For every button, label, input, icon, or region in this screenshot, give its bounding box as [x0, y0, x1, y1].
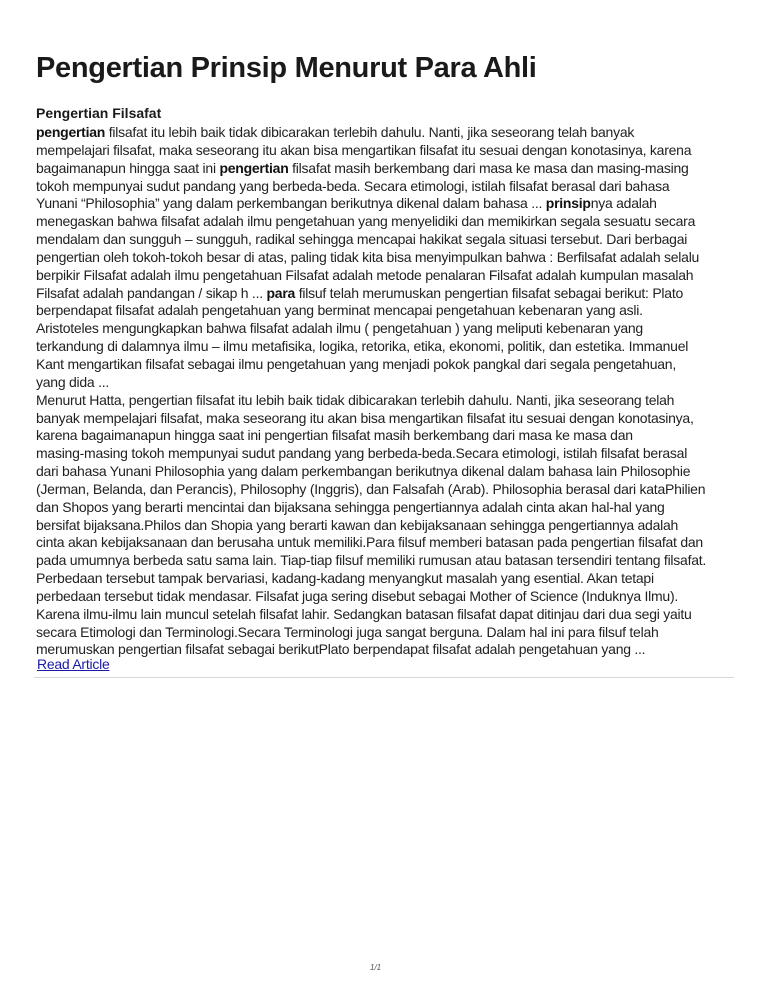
- text-segment: Filsafat adalah pandangan / sikap h ...: [36, 284, 267, 301]
- text-line: [36, 338, 706, 356]
- page-title: Pengertian Prinsip Menurut Para Ahli: [36, 52, 537, 84]
- text-segment: berpikir Filsafat adalah ilmu pengetahuan Filsafat adalah metode penalaran Filsafat adalah kumpulan masalah: [36, 266, 694, 283]
- text-line: [36, 624, 706, 642]
- text-line: [36, 570, 706, 588]
- text-line: [36, 249, 706, 267]
- highlighted-keyword: para: [266, 284, 296, 301]
- text-segment: perbedaan tersebut tidak mendasar. Filsafat juga sering disebut sebagai Mother of Science (Induknya Ilmu).: [36, 587, 678, 604]
- text-segment: Yunani “Philosophia” yang dalam perkembangan berikutnya dikenal dalam bahasa ...: [36, 195, 546, 212]
- text-segment: masing-masing tokoh mempunyai sudut pandang yang berbeda-beda.Secara etimologi, istilah filsafat berasal: [36, 445, 688, 462]
- text-segment: tokoh mempunyai sudut pandang yang berbeda-beda. Secara etimologi, istilah filsafat berasal dari bahasa: [36, 177, 670, 194]
- text-segment: dan Shopos yang berarti mencintai dan bijaksana sehingga pengertiannya adalah cinta akan hal-hal yang: [36, 498, 665, 515]
- text-segment: Karena ilmu-ilmu lain muncul setelah filsafat lahir. Sedangkan batasan filsafat dapat ditinjau dari dua segi yaitu: [36, 605, 692, 622]
- text-segment: nya adalah: [590, 195, 657, 212]
- text-segment: filsuf telah merumuskan pengertian filsafat sebagai berikut: Plato: [295, 284, 683, 301]
- text-line: [36, 427, 706, 445]
- text-segment: menegaskan bahwa filsafat adalah ilmu pengetahuan yang menyelidiki dan memikirkan segala sesuatu secara: [36, 213, 696, 230]
- text-line: [36, 124, 706, 142]
- text-segment: Menurut Hatta, pengertian filsafat itu lebih baik tidak dibicarakan terlebih dahulu. Nanti, jika seseorang telah: [36, 391, 675, 408]
- text-line: [36, 142, 706, 160]
- text-line: [36, 302, 706, 320]
- text-line: [36, 320, 706, 338]
- highlighted-keyword: prinsip: [545, 195, 591, 212]
- text-line: [36, 410, 706, 428]
- text-segment: berpendapat filsafat adalah pengetahuan yang berminat mencapai pengetahuan kebenaran yang asli.: [36, 302, 643, 319]
- text-line: [36, 160, 706, 178]
- text-line: [36, 195, 706, 213]
- text-line: [36, 213, 706, 231]
- text-line: [36, 641, 706, 659]
- text-segment: pada umumnya berbeda satu sama lain. Tiap-tiap filsuf memiliki rumusan atau batasan tersendiri tentang filsafat.: [36, 552, 707, 569]
- text-line: [36, 606, 706, 624]
- text-line: [36, 588, 706, 606]
- text-line: [36, 392, 706, 410]
- section-heading: Pengertian Filsafat: [36, 105, 162, 121]
- text-segment: (Jerman, Belanda, dan Perancis), Philosophy (Inggris), dan Falsafah (Arab). Philosophia berasal dari kataPhilien: [36, 480, 706, 497]
- text-segment: Aristoteles mengungkapkan bahwa filsafat adalah ilmu ( pengetahuan ) yang meliputi kebenaran yang: [36, 320, 643, 337]
- text-line: [36, 285, 706, 303]
- text-segment: bagaimanapun hingga saat ini: [36, 159, 220, 176]
- text-segment: karena bagaimanapun hingga saat ini pengertian filsafat masih berkembang dari masa ke masa dan: [36, 427, 633, 444]
- text-segment: dari bahasa Yunani Philosophia yang dalam perkembangan berikutnya dikenal dalam bahasa lain Philosophie: [36, 463, 691, 480]
- text-segment: bersifat bijaksana.Philos dan Shopia yang berarti kawan dan kebijaksanaan sehingga pengertiannya adalah: [36, 516, 679, 533]
- text-line: [36, 534, 706, 552]
- text-line: [36, 499, 706, 517]
- text-segment: mempelajari filsafat, maka seseorang itu akan bisa mengartikan filsafat itu sesuai dengan konotasinya, karena: [36, 141, 692, 158]
- text-line: [36, 481, 706, 499]
- text-segment: Perbedaan tersebut tampak bervariasi, kadang-kadang menyangkut masalah yang esential. Akan tetapi: [36, 570, 654, 587]
- text-line: [36, 445, 706, 463]
- text-line: [36, 267, 706, 285]
- text-line: [36, 178, 706, 196]
- text-segment: filsafat itu lebih baik tidak dibicarakan terlebih dahulu. Nanti, jika seseorang telah banyak: [105, 124, 635, 140]
- text-segment: pengertian oleh tokoh-tokoh besar di atas, paling tidak kita bisa menyimpulkan bahwa : Berfilsafat adalah selalu: [36, 248, 700, 265]
- highlighted-keyword: pengertian: [36, 124, 106, 140]
- text-line: [36, 231, 706, 249]
- text-segment: banyak mempelajari filsafat, maka seseorang itu akan bisa mengartikan filsafat itu sesuai dengan konotasinya,: [36, 409, 694, 426]
- divider: [34, 677, 734, 678]
- page-number: 1/1: [370, 963, 382, 972]
- text-segment: mendalam dan sungguh – sungguh, radikal sehingga mencapai hakikat segala situasi tersebut. Dari berbagai: [36, 231, 688, 248]
- text-line: [36, 463, 706, 481]
- text-line: [36, 552, 706, 570]
- text-line: [36, 356, 706, 374]
- text-segment: terkandung di dalamnya ilmu – ilmu metafisika, logika, retorika, etika, ekonomi, politik, dan estetika. Immanuel: [36, 338, 689, 355]
- article-body: [36, 124, 706, 659]
- text-segment: merumuskan pengertian filsafat sebagai berikutPlato berpendapat filsafat adalah pengetahuan yang ...: [36, 641, 646, 658]
- text-segment: secara Etimologi dan Terminologi.Secara Terminologi juga sangat berguna. Dalam hal ini para filsuf telah: [36, 623, 659, 640]
- text-line: [36, 517, 706, 535]
- highlighted-keyword: pengertian: [219, 159, 289, 176]
- text-line: [36, 374, 706, 392]
- text-segment: Kant mengartikan filsafat sebagai ilmu pengetahuan yang menjadi pokok pangkal dari segala pengetahuan,: [36, 355, 676, 372]
- read-article-link[interactable]: Read Article: [37, 656, 110, 672]
- text-segment: cinta akan kebijaksanaan dan berusaha untuk memiliki.Para filsuf memberi batasan pada pengertian filsafat dan: [36, 534, 703, 551]
- text-segment: yang dida ...: [36, 373, 110, 390]
- text-segment: filsafat masih berkembang dari masa ke masa dan masing-masing: [288, 159, 689, 176]
